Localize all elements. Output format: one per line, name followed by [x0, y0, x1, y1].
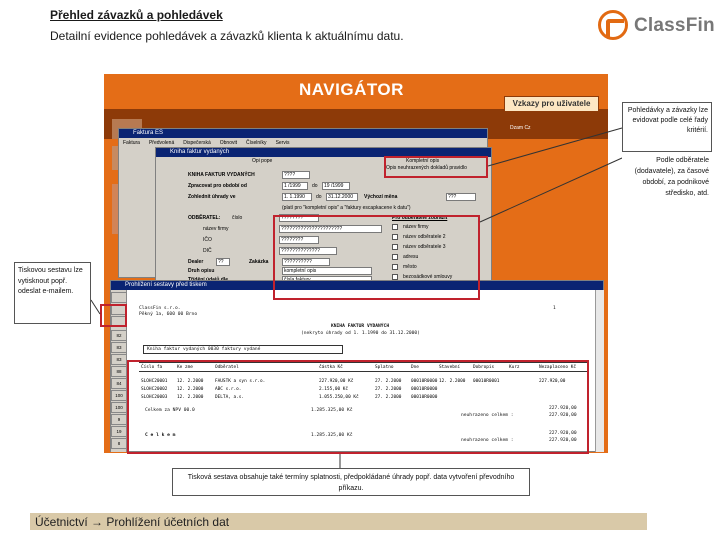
table-cell: 227.920,00: [539, 379, 566, 384]
filter-header: Opis neuhrazených dokladů pravidlo: [386, 165, 467, 171]
total-value: 1.285.325,00 Kč: [311, 433, 353, 438]
tool-button[interactable]: 84: [111, 378, 127, 389]
report-address: Pěkný 1a, 600 00 Brno: [139, 312, 198, 317]
menu-item[interactable]: Faktura: [123, 140, 140, 146]
table-cell: 12. 2.2000: [177, 395, 204, 400]
callout-print: Tiskovou sestavu lze vytisknout popř. odeslat e-mailem.: [14, 262, 91, 324]
tab-kompletni[interactable]: Kompletní opis: [406, 158, 440, 164]
column-header: Číslo fa: [141, 365, 163, 370]
reports-header[interactable]: Vzkazy pro uživatele: [504, 96, 599, 112]
book-label: KNIHA FAKTUR VYDANÝCH: [188, 172, 255, 178]
tool-button[interactable]: 9: [111, 414, 127, 425]
dealer-label: Dealer: [188, 259, 204, 265]
due-from-field[interactable]: 1. 1.1990: [282, 193, 312, 201]
connector-line: [91, 300, 100, 314]
subtotal-right: 227.920,00: [549, 413, 577, 418]
menu-item[interactable]: Dispečerská: [183, 140, 211, 146]
currency-label: Výchozí měna: [364, 194, 398, 200]
tab-opis[interactable]: Opi pope: [252, 158, 273, 164]
table-cell: 00010R0001: [473, 379, 500, 384]
partner-label: ODBĚRATEL:: [188, 215, 221, 221]
period-to-label: do: [312, 183, 318, 189]
table-cell: 12. 2.2000: [439, 379, 466, 384]
table-cell: 2.155,00 Kč: [319, 387, 349, 392]
menu-item[interactable]: Předvolená: [148, 140, 175, 146]
subtotal-label: Celkem za NPV 00.0: [145, 408, 195, 413]
tool-button[interactable]: 100: [111, 390, 127, 401]
table-cell: 27. 2.2000: [375, 379, 402, 384]
tool-button[interactable]: 19: [111, 426, 127, 437]
table-cell: ABC s.r.o.: [215, 387, 242, 392]
period-hint: (platí pro "kompletní opis" a "faktury escapkacene k datu"): [282, 205, 411, 211]
menu-item[interactable]: Obnovit: [219, 140, 237, 146]
book-field[interactable]: ????: [282, 171, 310, 179]
report-title: KNIHA FAKTUR VYDANÝCH: [331, 324, 390, 329]
app-window-titlebar[interactable]: Faktura ES: [119, 129, 487, 138]
callout-criteria: Pohledávky a závazky lze evidovat podle celé řady kritérií.: [622, 102, 712, 152]
partner-field-label: název firmy: [203, 226, 229, 232]
table-cell: 27. 2.2000: [375, 387, 402, 392]
report-window-titlebar[interactable]: Prohlížení sestavy před tiskem: [111, 281, 603, 290]
connector-line: [480, 158, 622, 222]
subtotal-value: 1.285.325,00 Kč: [311, 408, 353, 413]
tool-button[interactable]: 100: [111, 402, 127, 413]
period-to-field[interactable]: 19 /1999: [322, 182, 350, 190]
report-subtitle: (nekryto úhrady od 1. 1.1990 do 31.12.2000): [301, 331, 420, 336]
show-option: název odběratele 3: [403, 244, 446, 250]
partner-name-field[interactable]: ??????????????????????: [279, 225, 382, 233]
tool-button[interactable]: 8: [111, 438, 127, 449]
period-label: Zpracovat pro období od: [188, 183, 247, 189]
due-to-field[interactable]: 31.12.2000: [326, 193, 358, 201]
show-option: název firmy: [403, 224, 429, 230]
page-title[interactable]: Přehled závazků a pohledávek: [50, 8, 223, 22]
menu-item[interactable]: Číselníky: [246, 140, 267, 146]
total-right-label: neuhrazeno celkem :: [461, 438, 514, 443]
tool-button[interactable]: 83: [111, 342, 127, 353]
column-header: Stavební: [439, 365, 461, 370]
report-page-number: 1: [553, 306, 556, 311]
table-cell: SLOHC20002: [141, 387, 168, 392]
dialog-titlebar[interactable]: Kniha faktur vydaných: [156, 148, 491, 157]
total-right: 227.920,00: [549, 431, 577, 436]
table-cell: 00010R0000: [411, 395, 438, 400]
connector-line: [488, 128, 622, 166]
report-company: ClassFin s.r.o.: [139, 306, 181, 311]
navigator-title: NAVIGÁTOR: [299, 80, 404, 99]
currency-select[interactable]: ???: [446, 193, 476, 201]
table-cell: DELTA, a.s.: [215, 395, 245, 400]
show-header: Pro odběratele zobrazit: [392, 215, 448, 221]
show-option: město: [403, 264, 417, 270]
tool-button[interactable]: 83: [111, 354, 127, 365]
column-header: Dne: [411, 365, 419, 370]
show-option: adresu: [403, 254, 419, 260]
breadcrumb-footer[interactable]: Účetnictví → Prohlížení účetních dat: [30, 513, 647, 530]
tool-button[interactable]: 82: [111, 330, 127, 341]
table-cell: 00010R0000: [411, 379, 438, 384]
partner-ico-field[interactable]: ????????: [279, 236, 319, 244]
column-header: Ke zme: [177, 365, 193, 370]
table-cell: 12. 2.2000: [177, 379, 204, 384]
total-right: 227.920,00: [549, 438, 577, 443]
show-option: název odběratele 2: [403, 234, 446, 240]
table-cell: 00010R0000: [411, 387, 438, 392]
order-label: Zakázka: [249, 259, 269, 265]
due-to-label: do: [316, 194, 322, 200]
order-field[interactable]: ??????????: [282, 258, 330, 266]
dealer-field[interactable]: ??: [216, 258, 230, 266]
opis-type-label: Druh opisu: [188, 268, 215, 274]
partner-field-label: číslo: [232, 215, 243, 221]
subtotal-right-label: neuhrazeno celkem :: [461, 413, 514, 418]
table-cell: FAUSTK a syn s.r.o.: [215, 379, 266, 384]
callout-report: Tisková sestava obsahuje také termíny splatnosti, předpokládané úhrady popř. data vytvoření převodního příkazu.: [172, 468, 530, 496]
partner-field-label: IČO: [203, 237, 212, 243]
callout-partner: Podle odběratele (dodavatele), za časové období, za podnikové středisko, atd.: [622, 152, 712, 210]
partner-dic-field[interactable]: ??????????????: [279, 247, 337, 255]
table-cell: 27. 2.2000: [375, 395, 402, 400]
subtotal-right: 227.920,00: [549, 406, 577, 411]
report-section-header: Kniha faktur vydaných 0030 faktury vydané: [143, 345, 343, 354]
column-header: Nezaplaceno Kč: [539, 365, 577, 370]
due-label: Zohlednit úhrady ve: [188, 194, 236, 200]
table-cell: 1.055.250,00 Kč: [319, 395, 359, 400]
column-header: Odběratel: [215, 365, 239, 370]
opis-type-select[interactable]: kompletní opis: [282, 267, 372, 275]
column-header: Splatno: [375, 365, 394, 370]
column-header: Dobropis: [473, 365, 495, 370]
table-cell: SLOHC20003: [141, 395, 168, 400]
page-subtitle: Detailní evidence pohledávek a závazků klienta k aktuálnímu datu.: [50, 29, 404, 43]
tool-button[interactable]: 88: [111, 366, 127, 377]
table-cell: 227.920,00 Kč: [319, 379, 354, 384]
period-from-field[interactable]: 1 /1999: [282, 182, 308, 190]
partner-field-label: DIČ: [203, 248, 212, 254]
partner-number-field[interactable]: ????????: [279, 214, 319, 222]
reports-sub: Dzam Cz: [510, 125, 531, 131]
show-option: bezosádkové smlouvy: [403, 274, 453, 280]
total-label: C e l k e m: [145, 433, 176, 438]
table-cell: SLOHC20001: [141, 379, 168, 384]
table-cell: 12. 2.2000: [177, 387, 204, 392]
menu-item[interactable]: Servis: [275, 140, 290, 146]
logo-text: ClassFin: [634, 15, 715, 36]
column-header: částka Kč: [319, 365, 343, 370]
column-header: Kurz: [509, 365, 520, 370]
